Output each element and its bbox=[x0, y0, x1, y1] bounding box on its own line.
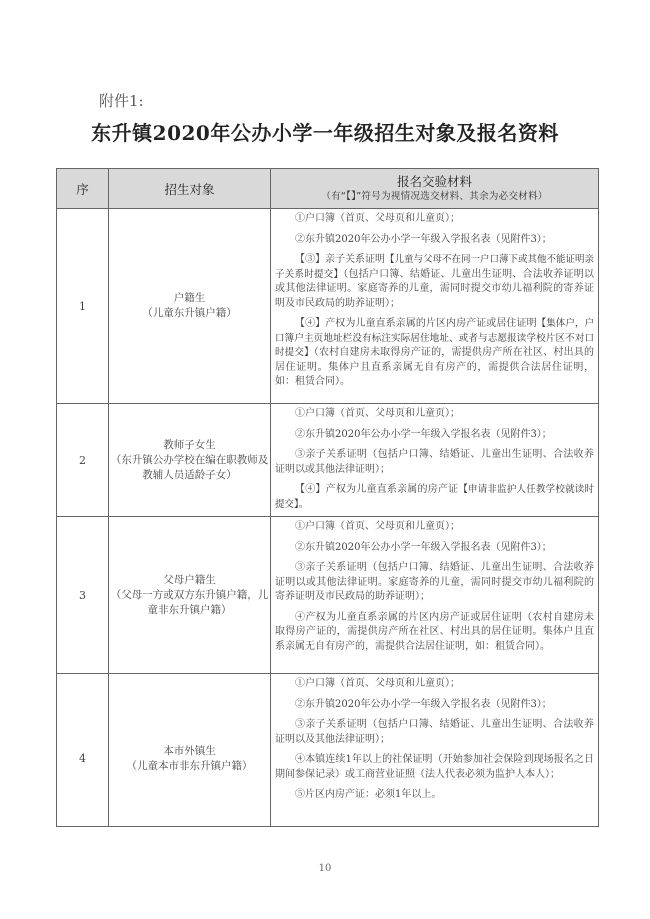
row-target bbox=[109, 404, 271, 517]
material-item bbox=[275, 541, 594, 556]
row-materials bbox=[271, 517, 599, 674]
header-materials bbox=[271, 169, 599, 209]
material-text: 【③】亲子关系证明 bbox=[295, 254, 385, 265]
material-text: ②东升镇2020年公办小学一年级入学报名表（见附件3）； bbox=[295, 698, 552, 710]
material-item bbox=[275, 561, 594, 605]
material-item bbox=[275, 233, 594, 248]
material-item bbox=[275, 483, 594, 512]
material-text: ②东升镇2020年公办小学一年级入学报名表（见附件3）； bbox=[295, 428, 552, 440]
material-item bbox=[275, 718, 594, 747]
material-text: ④产权为儿童直系亲属的片区内房产证或居住证明（农村自建房未取得房产证的，需提供房产所在社区、村出具的居住证明。集体户且直系亲属无自有房产的，需提供合法居住证明，如：租赁合同）。 bbox=[275, 611, 594, 652]
table-row bbox=[57, 404, 599, 517]
material-item bbox=[275, 677, 594, 692]
material-text: 。 bbox=[298, 498, 309, 510]
material-item bbox=[275, 428, 594, 443]
material-text: ④本镇连续1年以上的社保证明（开始参加社会保险到现场报名之日期间参保记录）或工商营业证照（法人代表必须为监护人本人）； bbox=[275, 754, 594, 780]
material-text: 【④】产权为儿童直系亲属的房产证 bbox=[295, 484, 459, 495]
page-number: 10 bbox=[318, 863, 332, 874]
material-condition-note: 【集体户，户口簿户主页地址栏没有标注实际居住地址、或者与志愿报读学校片区不对口时提交】 bbox=[275, 318, 594, 358]
material-text: ①户口簿（首页、父母页和儿童页）； bbox=[295, 213, 460, 224]
table-header-row bbox=[57, 169, 599, 209]
row-seq: 1 bbox=[57, 209, 109, 404]
target-description: （儿童东升镇户籍） bbox=[142, 307, 237, 319]
material-item bbox=[275, 788, 594, 803]
document-title: 东升镇2020年公办小学一年级招生对象及报名资料 bbox=[91, 121, 559, 145]
material-text: ①户口簿（首页、父母页和儿童页）； bbox=[295, 408, 460, 419]
material-text: ③亲子关系证明（包括户口簿、结婚证、儿童出生证明、合法收养证明以或其他法律证明。家庭寄养的儿童，需同时提交市幼儿福利院的寄养证明及市民政局的助养证明）； bbox=[275, 562, 594, 602]
target-name: 父母户籍生 bbox=[163, 573, 216, 586]
material-item bbox=[275, 317, 594, 390]
material-item bbox=[275, 611, 594, 655]
table-row bbox=[57, 674, 599, 827]
material-item bbox=[275, 448, 594, 477]
material-item bbox=[275, 520, 594, 535]
target-name: 本市外镇生 bbox=[163, 745, 216, 757]
table-row bbox=[57, 209, 599, 404]
material-text: ②东升镇2020年公办小学一年级入学报名表（见附件3）； bbox=[295, 233, 552, 245]
material-item bbox=[275, 253, 594, 311]
target-name: 教师子女生 bbox=[163, 438, 216, 451]
row-seq: 2 bbox=[57, 404, 109, 517]
row-materials bbox=[271, 209, 599, 404]
row-materials bbox=[271, 404, 599, 517]
material-text: 【④】产权为儿童直系亲属的片区内房产证或居住证明 bbox=[295, 318, 537, 329]
material-item bbox=[275, 407, 594, 422]
table-row bbox=[57, 517, 599, 674]
material-text: ②东升镇2020年公办小学一年级入学报名表（见附件3）； bbox=[295, 541, 552, 553]
header-target: 招生对象 bbox=[109, 169, 271, 209]
material-text: ①户口簿（首页、父母页和儿童页）； bbox=[295, 521, 460, 532]
material-text: ③亲子关系证明（包括户口簿、结婚证、儿童出生证明、合法收养证明以及其他法律证明）； bbox=[275, 719, 594, 745]
header-materials-title: 报名交验材料 bbox=[396, 173, 472, 189]
material-text: ⑤片区内房产证：必须1年以上。 bbox=[295, 789, 442, 800]
material-item bbox=[275, 698, 594, 713]
target-description: （东升镇公办学校在编在职教师及教辅人员适龄子女） bbox=[110, 453, 269, 481]
target-description: （儿童本市非东升镇户籍） bbox=[126, 760, 253, 772]
enrollment-table bbox=[56, 168, 599, 827]
material-text: （农村自建房未取得房产证的，需提供房产所在社区、村出具的居住证明。集体户且直系亲属无自有房产的，需提供合法居住证明，如：租赁合同）。 bbox=[275, 347, 594, 387]
row-target bbox=[109, 674, 271, 827]
header-seq: 序 bbox=[57, 169, 109, 209]
row-seq: 4 bbox=[57, 674, 109, 827]
material-item bbox=[275, 212, 594, 227]
material-text: ①户口簿（首页、父母页和儿童页）； bbox=[295, 678, 460, 689]
row-materials bbox=[271, 674, 599, 827]
target-name: 户籍生 bbox=[173, 292, 206, 304]
material-condition-note: 【申请非监护人任教学校就读时提交】 bbox=[275, 484, 594, 510]
header-materials-note: （有“【】”符号为视情况选交材料、其余为必交材料） bbox=[321, 190, 548, 202]
target-description: （父母一方或双方东升镇户籍，儿童非东升镇户籍） bbox=[110, 588, 269, 616]
material-condition-note: 【儿童与父母不在同一户口薄下或其他不能证明亲子关系时提交】 bbox=[275, 254, 595, 280]
material-text: ③亲子关系证明（包括户口簿、结婚证、儿童出生证明、合法收养证明以或其他法律证明）； bbox=[275, 449, 594, 475]
material-text: （包括户口簿、结婚证、儿童出生证明、合法收养证明以或其他法律证明。家庭寄养的儿童，需同时提交市幼儿福利院的寄养证明及市民政局的助养证明）； bbox=[275, 268, 594, 309]
row-target bbox=[109, 517, 271, 674]
row-seq: 3 bbox=[57, 517, 109, 674]
row-target bbox=[109, 209, 271, 404]
material-item bbox=[275, 753, 594, 782]
attachment-label: 附件1: bbox=[99, 92, 144, 110]
